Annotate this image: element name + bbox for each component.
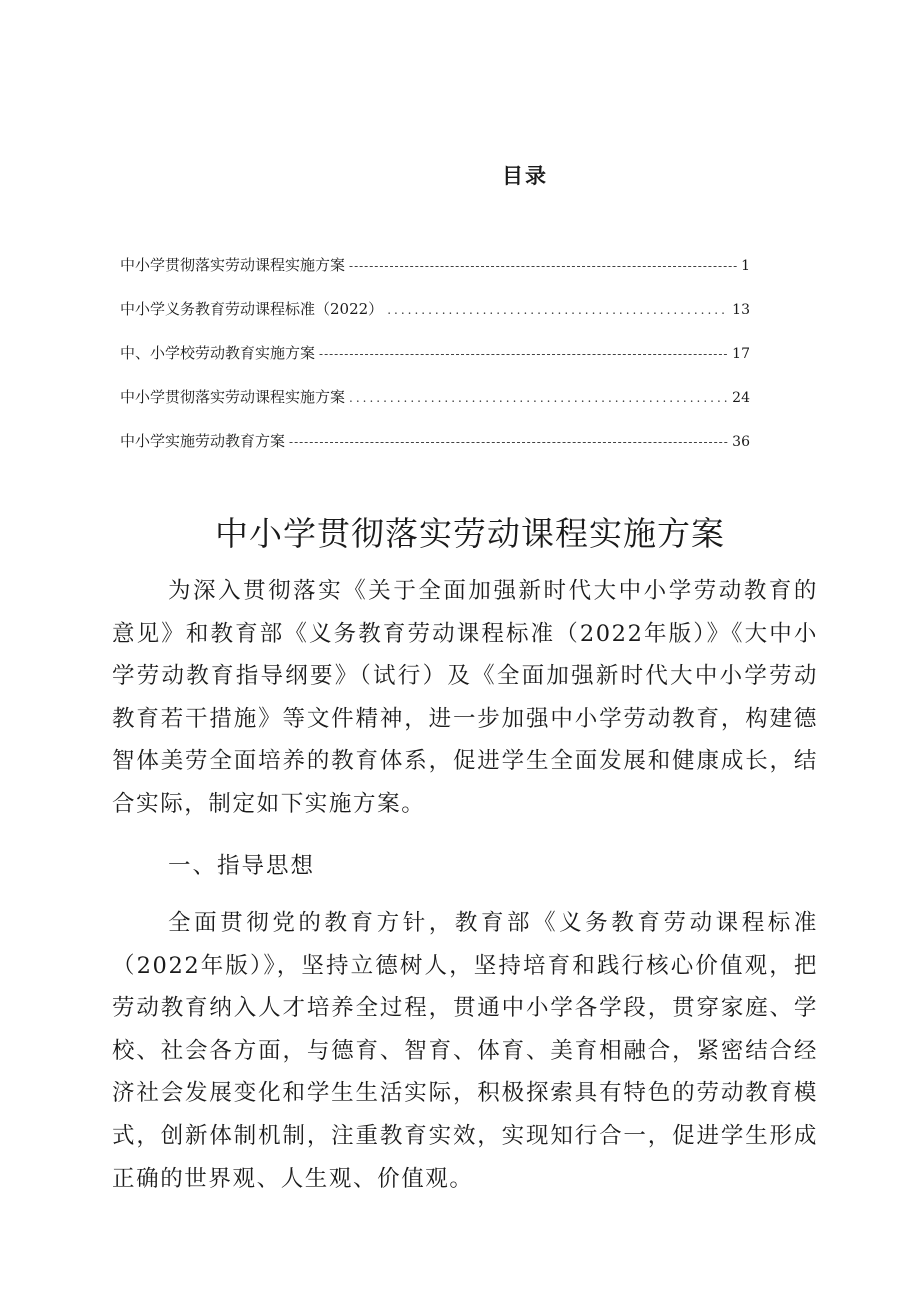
- toc-entry[interactable]: [120, 386, 750, 430]
- toc-entry-label: 中小学实施劳动教育方案: [120, 432, 286, 450]
- toc-leader: [387, 303, 728, 317]
- toc-entry-page: 24: [732, 390, 750, 406]
- section-paragraph: 全面贯彻党的教育方针，教育部《义务教育劳动课程标准（2022年版）》，坚持立德树人，坚持培育和践行核心价值观，把劳动教育纳入人才培养全过程，贯通中小学各学段，贯穿家庭、学校、社会各方面，与德育、智育、体育、美育相融合，紧密结合经济社会发展变化和学生生活实际，积极探索具有特色的劳动教育模式，创新体制机制，注重教育实效，实现知行合一，促进学生形成正确的世界观、人生观、价值观。: [112, 910, 818, 1192]
- section-heading: 一、指导思想: [168, 853, 316, 879]
- toc-entry-page: 1: [741, 258, 750, 274]
- toc-entry[interactable]: [120, 430, 750, 474]
- toc-entry-label: 中小学贯彻落实劳动课程实施方案: [120, 388, 346, 406]
- toc-title: 目录: [502, 164, 548, 188]
- intro-paragraph: 为深入贯彻落实《关于全面加强新时代大中小学劳动教育的意见》和教育部《义务教育劳动课程标准（2022年版）》《大中小学劳动教育指导纲要》（试行）及《全面加强新时代大中小学劳动教育若干措施》等文件精神，进一步加强中小学劳动教育，构建德智体美劳全面培养的教育体系，促进学生全面发展和健康成长，结合实际，制定如下实施方案。: [112, 578, 818, 817]
- toc-leader: [349, 259, 737, 273]
- toc-entry-page: 17: [732, 346, 750, 362]
- toc-entry-label: 中、小学校劳动教育实施方案: [120, 344, 316, 362]
- table-of-contents: [120, 254, 750, 474]
- toc-entry-label: 中小学义务教育劳动课程标准（2022）: [120, 300, 384, 318]
- toc-entry[interactable]: [120, 298, 750, 342]
- toc-entry-label: 中小学贯彻落实劳动课程实施方案: [120, 256, 346, 274]
- document-title: 中小学贯彻落实劳动课程实施方案: [215, 514, 725, 553]
- toc-entry-page: 13: [732, 302, 750, 318]
- toc-leader: [289, 435, 728, 449]
- toc-entry-page: 36: [732, 434, 750, 450]
- toc-entry[interactable]: [120, 342, 750, 386]
- toc-leader: [319, 347, 728, 361]
- toc-entry[interactable]: [120, 254, 750, 298]
- toc-leader: [349, 391, 728, 405]
